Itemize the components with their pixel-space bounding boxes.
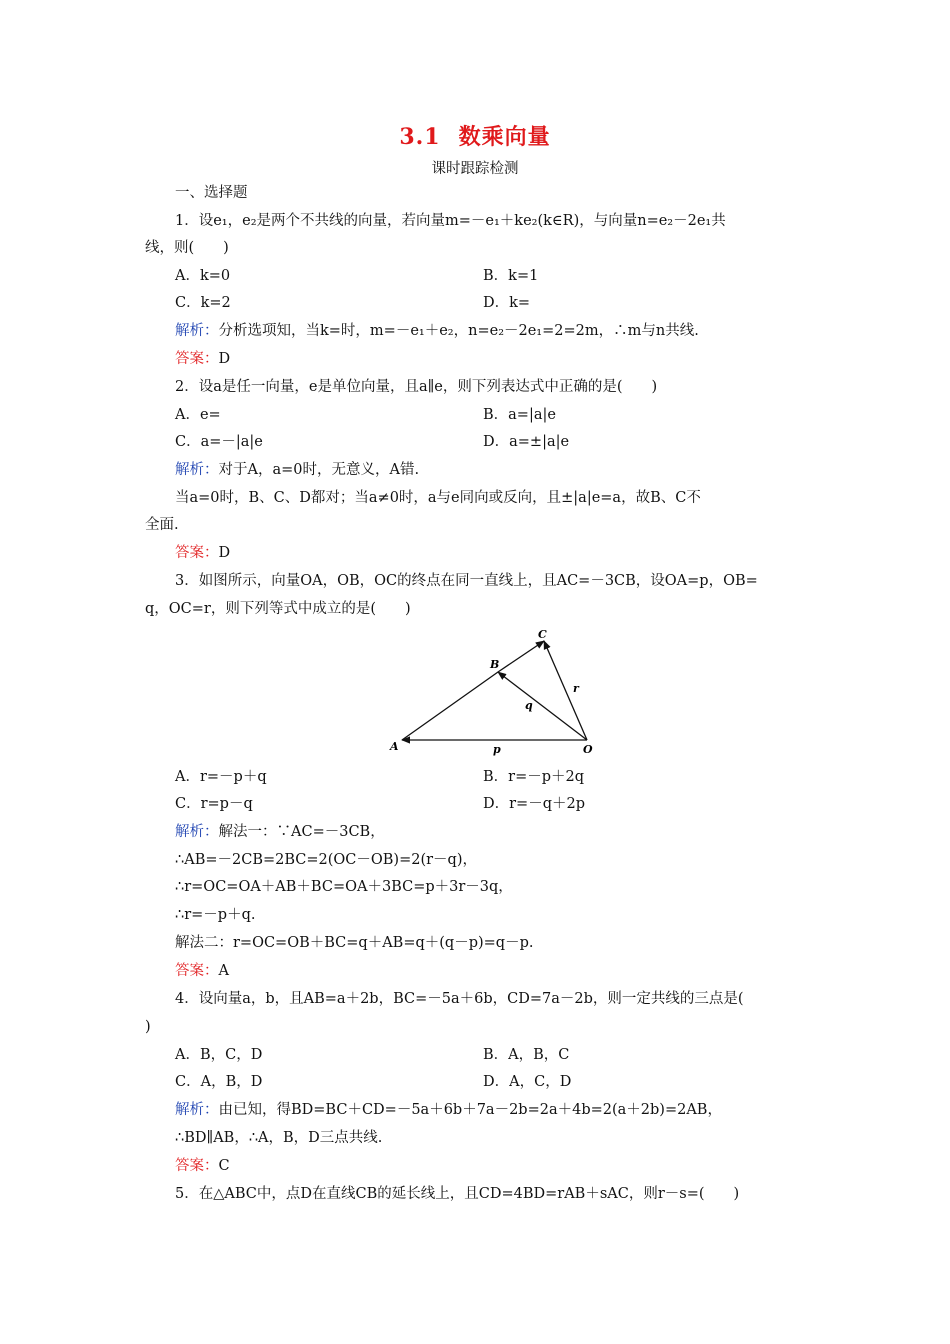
q4-answer — [175, 1156, 230, 1176]
q3-analysis-line3: ∴r=OC=OA＋AB＋BC=OA＋3BC=p＋3r－3q， — [175, 879, 513, 895]
vector-p-label: p — [493, 743, 501, 756]
vector-triangle-figure — [380, 622, 610, 757]
q4-stem-line2: ) — [145, 1019, 151, 1035]
q3-option-a: A．r=－p＋q — [175, 769, 267, 785]
q4-stem-line1: 4．设向量a，b，且AB=a＋2b，BC=－5a＋6b，CD=7a－2b，则一定共线的三点是( — [175, 991, 744, 1007]
q4-option-a: A．B，C，D — [175, 1047, 263, 1063]
q2-option-d: D．a=±|a|e — [483, 434, 570, 450]
analysis-label: 解析： — [175, 462, 219, 478]
q2-option-b: B．a=|a|e — [483, 407, 556, 423]
q1-option-b: B．k=1 — [483, 268, 539, 284]
q2-analysis-line1 — [175, 460, 419, 480]
q1-answer — [175, 349, 230, 369]
segment-bc — [498, 641, 544, 672]
answer-value: C — [218, 1158, 230, 1174]
analysis-label: 解析： — [175, 323, 219, 339]
analysis-label: 解析： — [175, 824, 219, 840]
q3-analysis-line1 — [175, 822, 385, 842]
q2-answer — [175, 543, 230, 563]
q4-analysis-line1 — [175, 1100, 722, 1120]
point-o-label: O — [583, 743, 593, 756]
point-b-label: B — [490, 658, 500, 671]
point-c-label: C — [538, 628, 547, 641]
q3-stem-line1: 3．如图所示，向量OA，OB，OC的终点在同一直线上，且AC=－3CB，设OA=p，OB= — [175, 573, 758, 589]
q3-answer — [175, 961, 229, 981]
analysis-text: 分析选项知，当k=时，m=－e₁＋e₂，n=e₂－2e₁=2=2m，∴m与n共线. — [218, 323, 699, 339]
q1-option-a: A．k=0 — [175, 268, 231, 284]
answer-label: 答案： — [175, 545, 219, 561]
q1-option-d: D．k= — [483, 295, 531, 311]
point-a-label: A — [390, 740, 399, 753]
q2-option-a: A．e= — [175, 407, 221, 423]
page-subtitle: 课时跟踪检测 — [431, 161, 519, 177]
q1-option-c: C．k=2 — [175, 295, 231, 311]
vector-r-label: r — [573, 682, 579, 695]
answer-label: 答案： — [175, 963, 219, 979]
segment-ab — [402, 672, 498, 740]
answer-value: D — [218, 351, 231, 367]
analysis-text: 解法一：∵AC=－3CB， — [218, 824, 385, 840]
section-title: 数乘向量 — [458, 124, 551, 150]
q2-analysis-line2: 当a=0时，B、C、D都对；当a≠0时，a与e同向或反向，且±|a|e=a，故B、C不 — [175, 490, 701, 506]
q3-option-b: B．r=－p＋2q — [483, 769, 585, 785]
q3-analysis-line2: ∴AB=－2CB=2BC=2(OC－OB)=2(r－q)， — [175, 852, 477, 868]
analysis-text: 对于A，a=0时，无意义，A错. — [218, 462, 420, 478]
q3-analysis-line5: 解法二：r=OC=OB＋BC=q＋AB=q＋(q－p)=q－p. — [175, 935, 534, 951]
analysis-label: 解析： — [175, 1102, 219, 1118]
q4-option-c: C．A，B，D — [175, 1074, 263, 1090]
section-heading: 一、选择题 — [175, 185, 248, 201]
section-number: 3.1 — [399, 124, 441, 150]
q4-option-b: B．A，B，C — [483, 1047, 570, 1063]
q2-stem: 2．设a是任一向量，e是单位向量，且a∥e，则下列表达式中正确的是( ) — [175, 379, 658, 395]
q1-stem-line1: 1．设e₁，e₂是两个不共线的向量，若向量m=－e₁＋ke₂(k∈R)，与向量n=e₂－2e₁共 — [175, 213, 726, 229]
page-title — [0, 120, 950, 151]
q3-stem-line2: q，OC=r，则下列等式中成立的是( ) — [145, 601, 411, 617]
q5-stem: 5．在△ABC中，点D在直线CB的延长线上，且CD=4BD=rAB＋sAC，则r－s=( ) — [175, 1186, 740, 1202]
q4-option-d: D．A，C，D — [483, 1074, 572, 1090]
q1-stem-line2: 线，则( ) — [145, 240, 229, 256]
vector-r-line — [544, 641, 587, 740]
answer-label: 答案： — [175, 351, 219, 367]
q1-analysis — [175, 321, 699, 341]
q4-analysis-line2: ∴BD∥AB，∴A，B，D三点共线. — [175, 1130, 383, 1146]
vector-q-label: q — [525, 699, 533, 712]
answer-label: 答案： — [175, 1158, 219, 1174]
q3-option-c: C．r=p－q — [175, 796, 253, 812]
q3-option-d: D．r=－q＋2p — [483, 796, 585, 812]
q3-analysis-line4: ∴r=－p＋q. — [175, 907, 256, 923]
analysis-text: 由已知，得BD=BC＋CD=－5a＋6b＋7a－2b=2a＋4b=2(a＋2b)=2AB， — [218, 1102, 722, 1118]
q2-option-c: C．a=－|a|e — [175, 434, 263, 450]
answer-value: D — [218, 545, 231, 561]
answer-value: A — [218, 963, 229, 979]
q2-analysis-line3: 全面. — [145, 517, 179, 533]
